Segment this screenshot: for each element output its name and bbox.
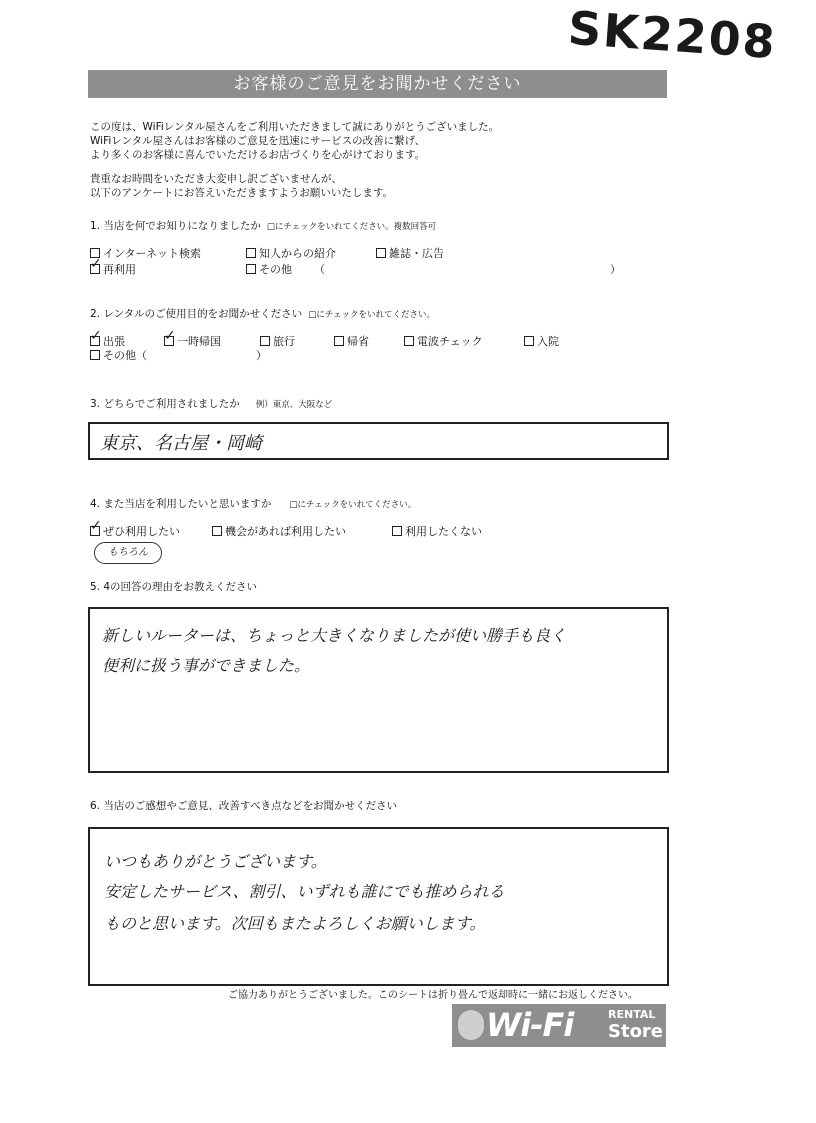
option-label: 利用したくない <box>405 525 482 538</box>
q2-option-temp-return[interactable] <box>164 333 221 349</box>
q1-other-close-paren: ） <box>610 263 621 276</box>
q2-note: □にチェックをいれてください。 <box>308 310 435 320</box>
checkbox-checked[interactable] <box>90 336 100 346</box>
option-label: その他 <box>259 263 292 276</box>
q1-option-magazine[interactable] <box>376 245 444 261</box>
checkbox[interactable] <box>524 336 534 346</box>
q6-answer-line-3: ものと思います。次回もまたよろしくお願いします。 <box>104 914 486 933</box>
checkbox[interactable] <box>260 336 270 346</box>
handwritten-code: SK2208 <box>566 0 779 70</box>
option-label: 機会があれば利用したい <box>225 525 346 538</box>
page-title: お客様のご意見をお聞かせください <box>88 70 667 98</box>
checkbox[interactable] <box>376 248 386 258</box>
intro-line-5: 以下のアンケートにお答えいただきますようお願いいたします。 <box>90 187 394 199</box>
q4-text: 4. また当店を利用したいと思いますか <box>90 498 272 510</box>
q1-option-reuse[interactable] <box>90 261 136 277</box>
checkbox-checked[interactable] <box>90 264 100 274</box>
logo-main-text: Wi-Fi <box>486 1006 574 1044</box>
q2-option-other[interactable] <box>90 347 147 363</box>
option-label: その他（ <box>103 349 147 362</box>
q1-text: 1. 当店を何でお知りになりましたか <box>90 220 261 232</box>
q6-label: 6. 当店のご感想やご意見、改善すべき点などをお聞かせください <box>90 800 398 812</box>
option-label: インターネット検索 <box>103 247 202 260</box>
q1-option-internet[interactable] <box>90 245 201 261</box>
q1-other-open-paren: （ <box>314 263 325 276</box>
q4-label <box>90 496 416 511</box>
q1-option-referral[interactable] <box>246 245 336 261</box>
intro-line-1: この度は、WiFiレンタル屋さんをご利用いただきまして誠にありがとうございました。 <box>90 121 500 133</box>
q3-note: 例）東京、大阪など <box>255 400 333 410</box>
q5-answer-box[interactable] <box>88 607 669 773</box>
q2-option-hospital[interactable] <box>524 333 559 349</box>
option-label: 電波チェック <box>417 335 483 348</box>
q4-option-definitely[interactable] <box>90 523 180 539</box>
option-label: 入院 <box>537 335 559 348</box>
checkbox[interactable] <box>246 248 256 258</box>
option-label: 旅行 <box>273 335 295 348</box>
wifi-rental-store-logo <box>452 1004 666 1047</box>
checkbox[interactable] <box>90 350 100 360</box>
q4-option-no[interactable] <box>392 523 482 539</box>
intro-line-4: 貴重なお時間をいただき大変申し訳ございませんが、 <box>90 173 342 185</box>
option-label: 知人からの紹介 <box>259 247 336 260</box>
intro-line-3: より多くのお客様に喜んでいただけるお店づくりを心がけております。 <box>90 149 426 161</box>
option-label: 出張 <box>103 335 125 348</box>
q3-text: 3. どちらでご利用されましたか <box>90 398 240 410</box>
checkbox[interactable] <box>404 336 414 346</box>
q5-answer-line-1: 新しいルーターは、ちょっと大きくなりましたが使い勝手も良く <box>102 626 567 645</box>
mascot-icon <box>458 1010 484 1040</box>
option-label: 一時帰国 <box>177 335 221 348</box>
q2-text: 2. レンタルのご使用目的をお聞かせください <box>90 308 303 320</box>
handwritten-note-bubble: もちろん <box>94 542 162 564</box>
q2-option-homecoming[interactable] <box>334 333 369 349</box>
q2-option-signal-check[interactable] <box>404 333 483 349</box>
checkbox[interactable] <box>212 526 222 536</box>
q3-answer: 東京、名古屋・岡崎 <box>100 433 262 454</box>
q1-label <box>90 218 436 233</box>
q3-label <box>90 396 332 411</box>
checkbox[interactable] <box>246 264 256 274</box>
q6-answer-line-2: 安定したサービス、割引、いずれも誰にでも推められる <box>104 882 505 901</box>
intro-line-2: WiFiレンタル屋さんはお客様のご意見を迅速にサービスの改善に繋げ、 <box>90 135 426 147</box>
checkbox[interactable] <box>392 526 402 536</box>
q2-other-close-paren: ） <box>256 349 267 362</box>
logo-store-text: Store <box>608 1021 664 1042</box>
option-label: 再利用 <box>103 263 136 276</box>
checkbox-checked[interactable] <box>164 336 174 346</box>
option-label: ぜひ利用したい <box>103 525 180 538</box>
checkbox[interactable] <box>334 336 344 346</box>
q4-note: □にチェックをいれてください。 <box>289 500 417 510</box>
q6-answer-line-1: いつもありがとうございます。 <box>104 852 327 871</box>
q2-label <box>90 306 435 321</box>
q6-answer-box[interactable] <box>88 827 669 986</box>
footer-note: ご協力ありがとうございました。このシートは折り畳んで返却時に一緒にお返しください。 <box>228 990 638 1001</box>
option-label: 雑誌・広告 <box>389 247 444 260</box>
logo-rental-text: RENTAL <box>608 1008 656 1021</box>
q1-note: □にチェックをいれてください。複数回答可 <box>266 222 437 232</box>
checkbox-checked[interactable] <box>90 526 100 536</box>
q5-label: 5. 4の回答の理由をお教えください <box>90 581 258 593</box>
q1-option-other[interactable] <box>246 261 292 277</box>
option-label: 帰省 <box>347 335 369 348</box>
q3-answer-box[interactable] <box>88 422 669 460</box>
q4-option-maybe[interactable] <box>212 523 346 539</box>
q5-answer-line-2: 便利に扱う事ができました。 <box>102 656 311 675</box>
